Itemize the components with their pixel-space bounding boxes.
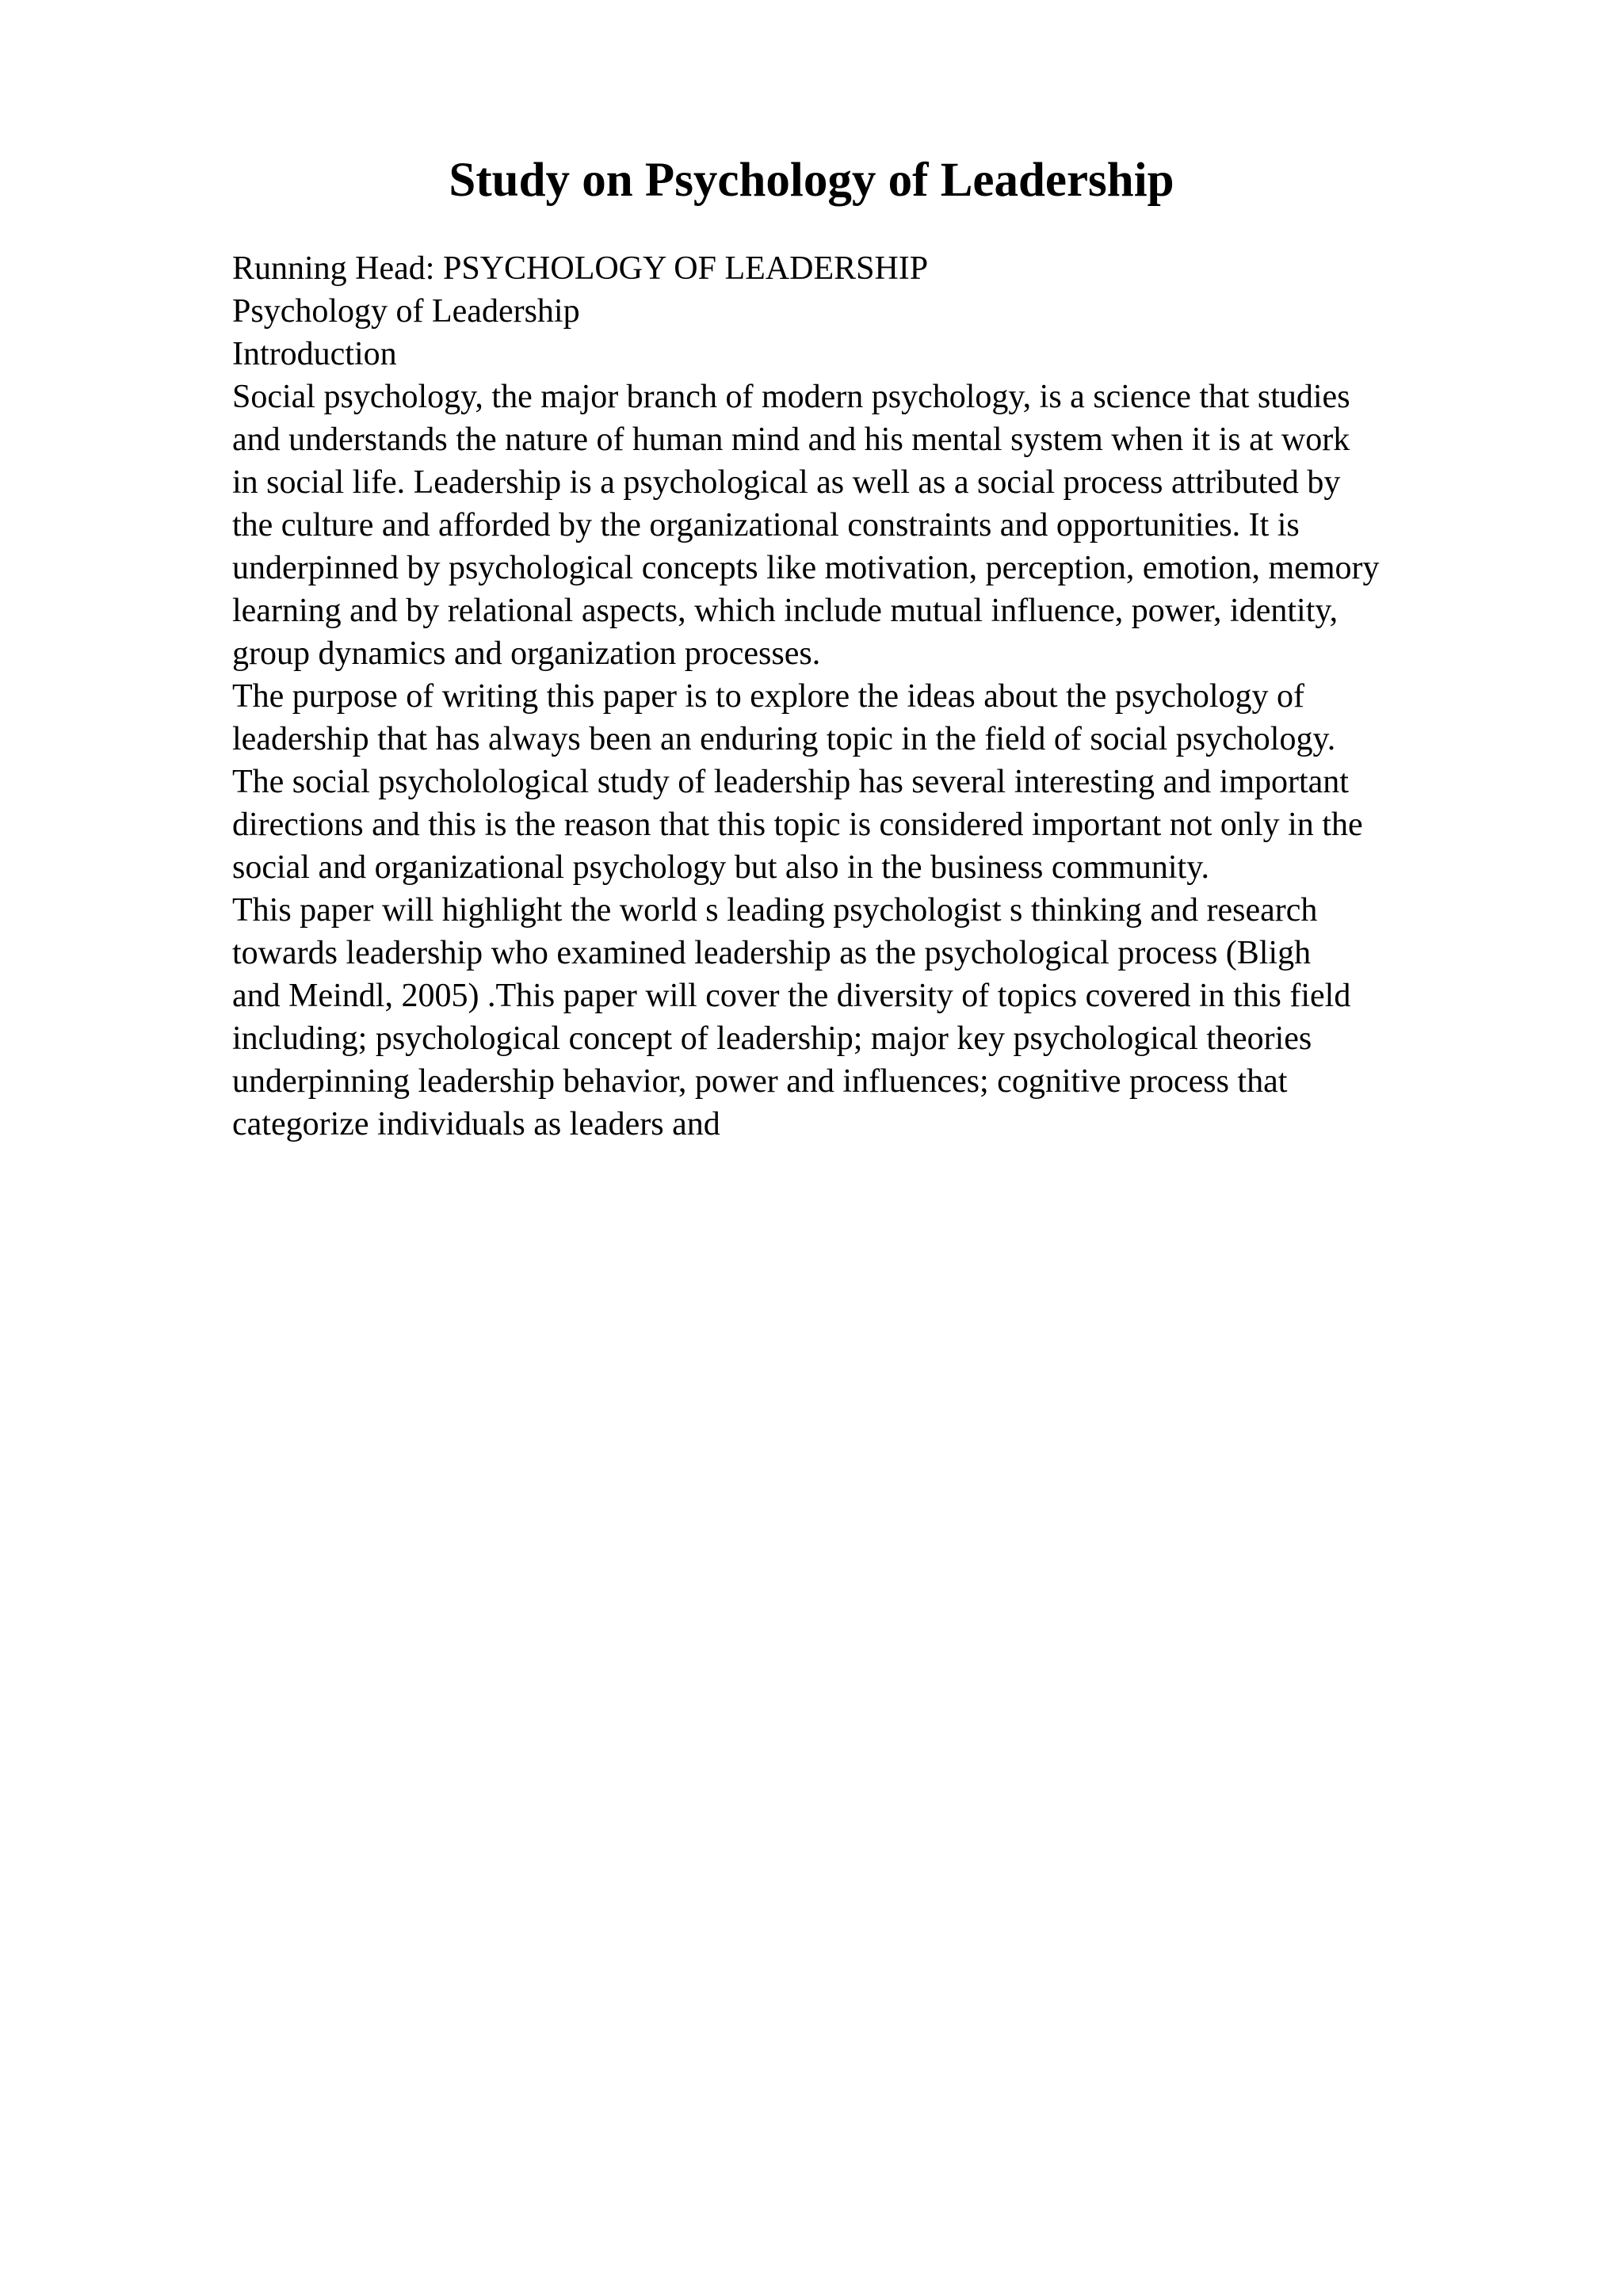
subtitle-line: Psychology of Leadership [232, 293, 580, 330]
body-text-line: underpinned by psychological concepts like motivation, perception, emotion, memory [232, 550, 1380, 586]
body-text-line: social and organizational psychology but also in the business community. [232, 849, 1209, 886]
body-text-line: group dynamics and organization processes. [232, 635, 821, 672]
body-text-line: in social life. Leadership is a psychological as well as a social process attributed by [232, 464, 1341, 501]
body-text-line: including; psychological concept of leadership; major key psychological theories [232, 1020, 1312, 1057]
body-text-line: categorize individuals as leaders and [232, 1106, 720, 1142]
body-text-line: towards leadership who examined leadership as the psychological process (Bligh [232, 935, 1312, 971]
body-text-line: The purpose of writing this paper is to explore the ideas about the psychology of [232, 678, 1305, 715]
running-head-line: Running Head: PSYCHOLOGY OF LEADERSHIP [232, 250, 929, 287]
body-text-line: the culture and afforded by the organizational constraints and opportunities. It is [232, 507, 1300, 543]
body-text-line: underpinning leadership behavior, power and influences; cognitive process that [232, 1063, 1288, 1100]
document-body [232, 247, 1532, 1146]
section-heading-introduction: Introduction [232, 336, 397, 372]
body-text-line: directions and this is the reason that this topic is considered important not only in the [232, 807, 1363, 843]
document-title: Study on Psychology of Leadership [449, 154, 1174, 207]
body-text-line: This paper will highlight the world s leading psychologist s thinking and research [232, 892, 1318, 929]
body-text-line: learning and by relational aspects, which include mutual influence, power, identity, [232, 593, 1338, 629]
body-text-line: leadership that has always been an enduring topic in the field of social psychology. [232, 721, 1336, 757]
body-text-line: Social psychology, the major branch of modern psychology, is a science that studies [232, 379, 1350, 415]
body-text-line: and understands the nature of human mind and his mental system when it is at work [232, 421, 1350, 458]
body-text-line: The social psycholological study of leadership has several interesting and important [232, 764, 1349, 800]
body-text-line: and Meindl, 2005) .This paper will cover the diversity of topics covered in this field [232, 978, 1351, 1014]
